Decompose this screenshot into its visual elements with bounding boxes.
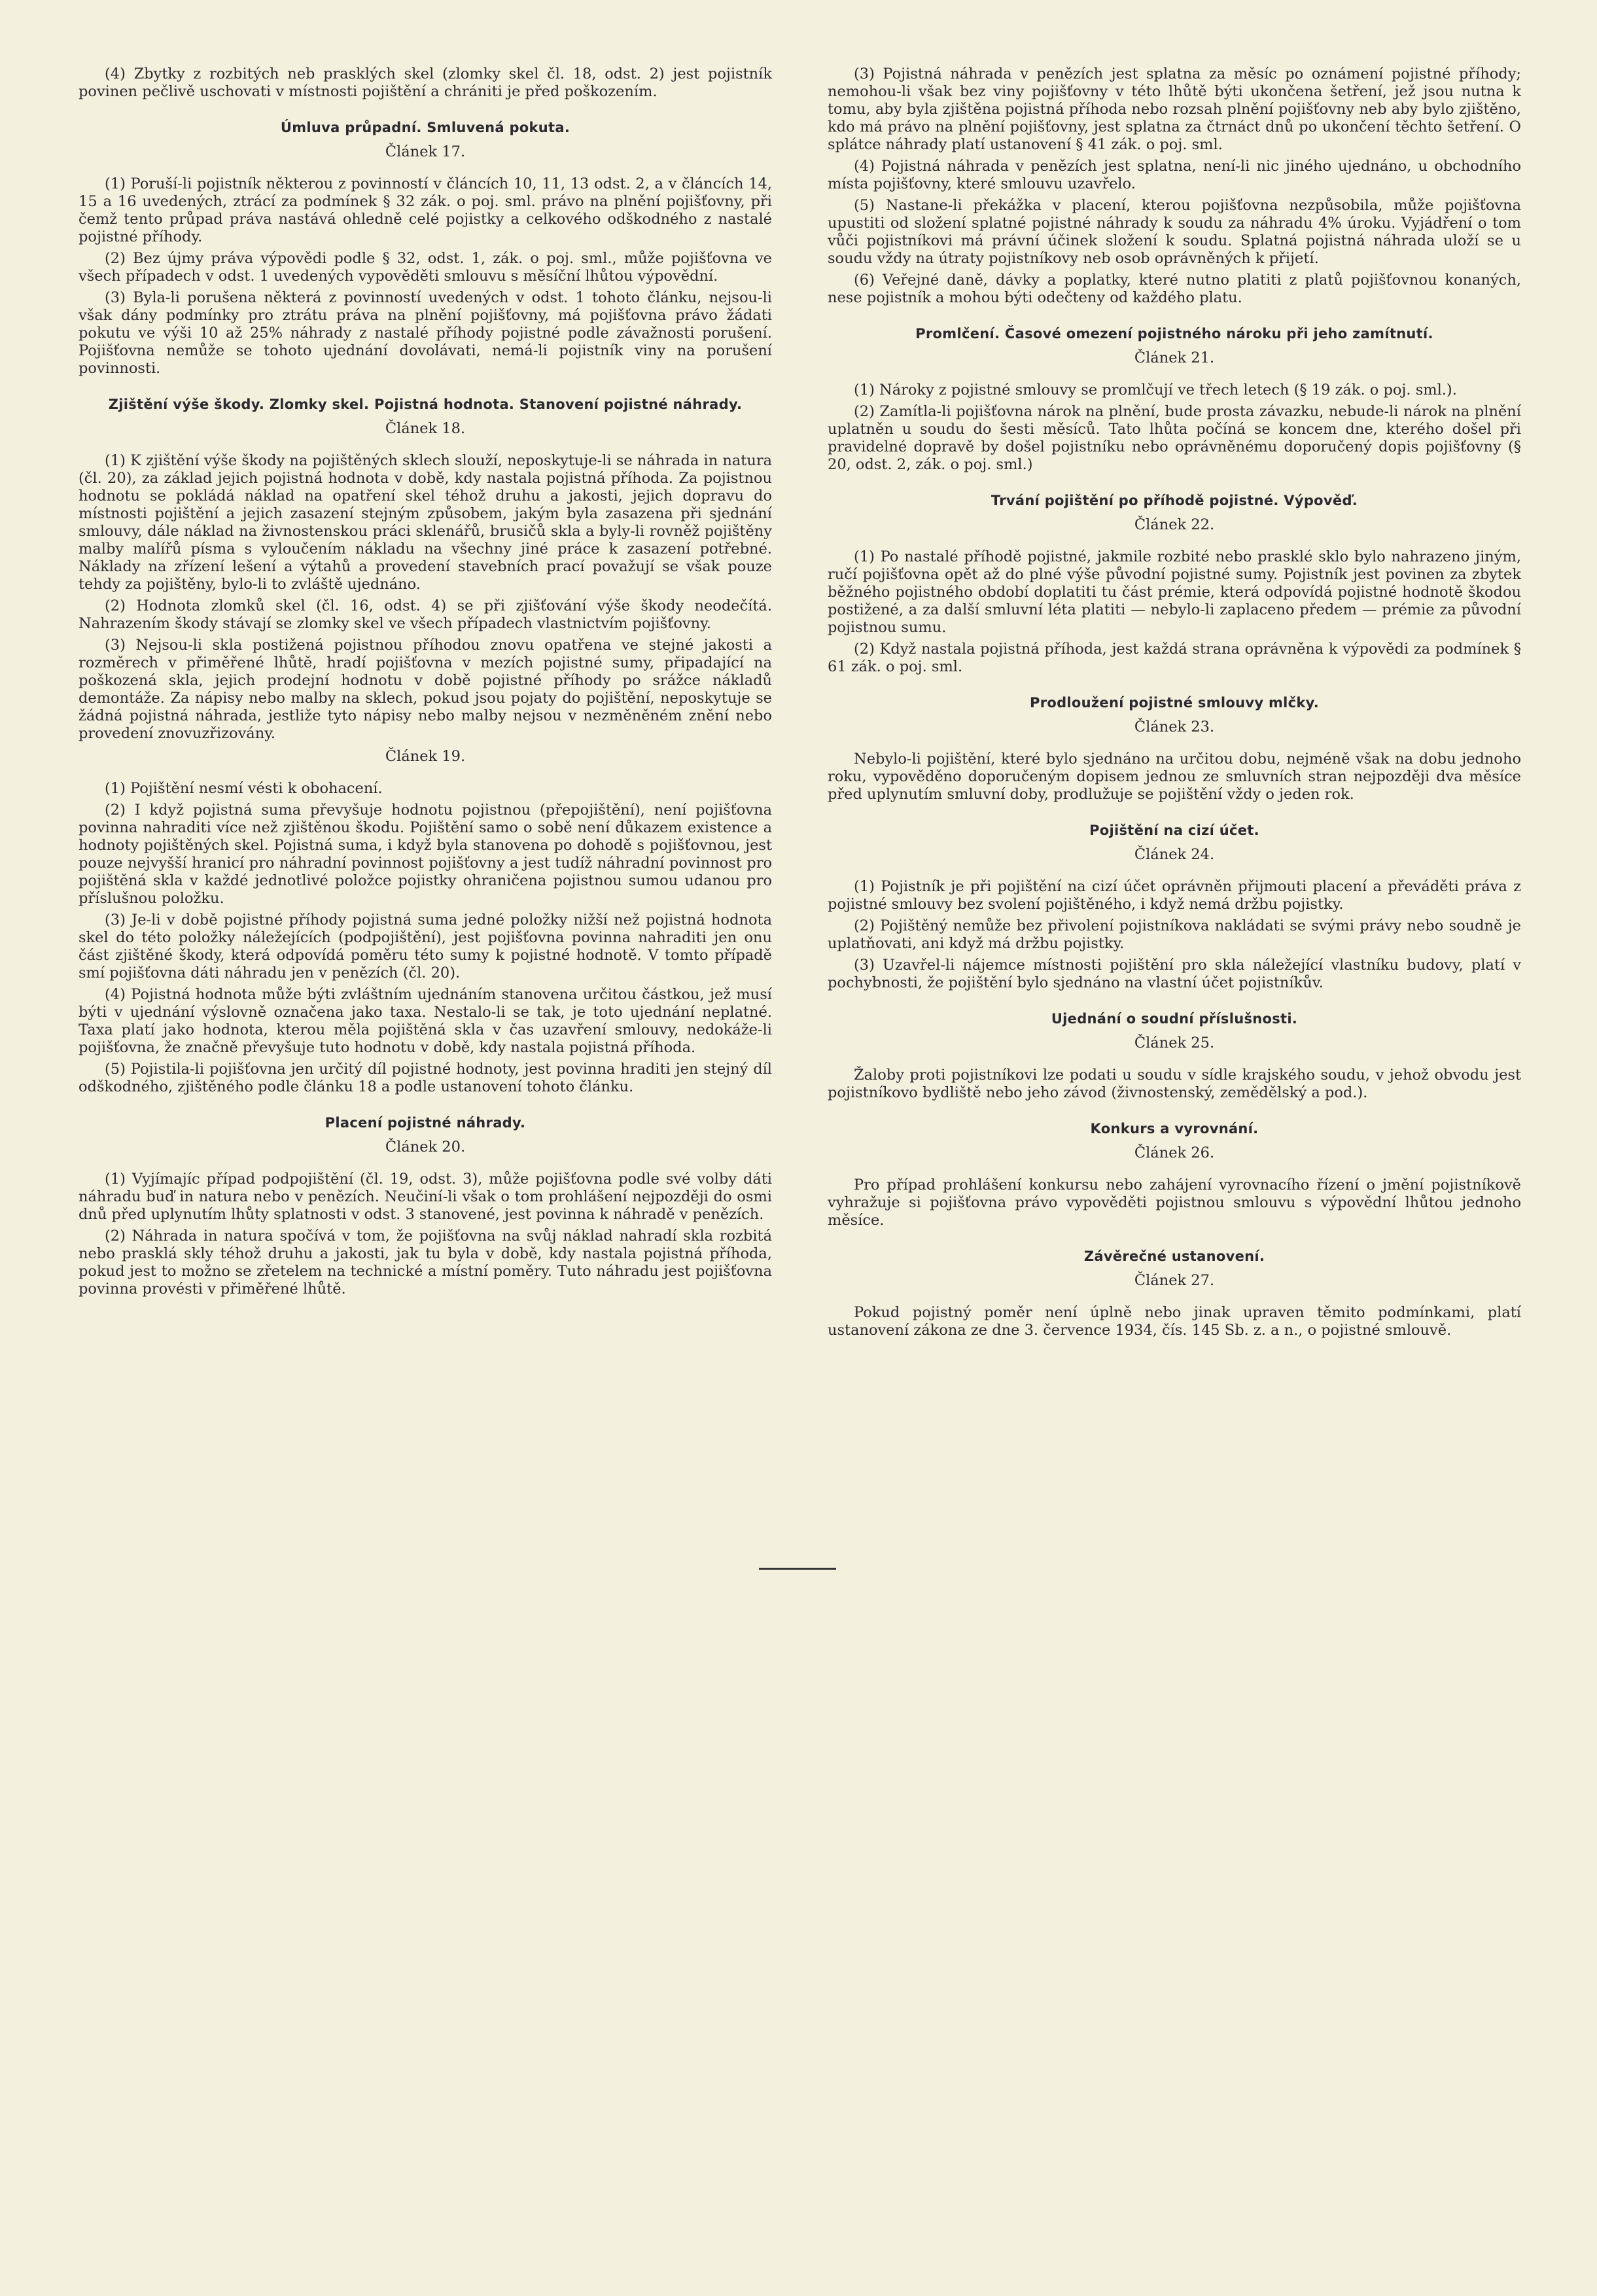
- paragraph: (2) Když nastala pojistná příhoda, jest každá strana oprávněna k výpovědi za podmínek § 61 zák. o poj. sml.: [828, 641, 1521, 675]
- paragraph: (6) Veřejné daně, dávky a poplatky, které nutno platiti z platů pojišťovnou konaných, nese pojistník a mohou býti odečteny od každého platu.: [828, 272, 1521, 306]
- paragraph: Žaloby proti pojistníkovi lze podati u soudu v sídle krajského soudu, v jehož obvodu jest pojistníkovo bydliště nebo jeho závod (živnostenský, zemědělský a pod.).: [828, 1067, 1521, 1101]
- article-number: Článek 27.: [1134, 1272, 1215, 1289]
- left-column: [79, 65, 772, 1298]
- paragraph: (3) Je-li v době pojistné příhody pojistná suma jedné položky nižší než pojistná hodnota skel do této položky náležejících (podpojištění), jest pojišťovna povinna nahraditi jen onu část zjištěné škody, která odpovídá poměru této sumy k pojistné hodnotě. V tomto případě smí pojišťovna dáti náhradu jen v penězích (čl. 20).: [79, 911, 772, 981]
- paragraph: (2) Bez újmy práva výpovědi podle § 32, odst. 1, zák. o poj. sml., může pojišťovna ve všech případech v odst. 1 uvedených vypověděti smlouvu s měsíční lhůtou výpovědní.: [79, 250, 772, 285]
- paragraph: Nebylo-li pojištění, které bylo sjednáno na určitou dobu, nejméně však na dobu jednoho roku, vypověděno doporučeným dopisem jednou ze smluvních stran nejpozději dva měsíce před uplynutím smluvní doby, prodlužuje se pojištění vždy o jeden rok.: [828, 751, 1521, 803]
- right-column: [828, 65, 1521, 1339]
- paragraph: (2) Pojištěný nemůže bez přivolení pojistníkova nakládati se svými právy nebo soudně je uplatňovati, ani když má držbu pojistky.: [828, 917, 1521, 952]
- article-number: Článek 20.: [385, 1139, 466, 1156]
- section-heading: Ujednání o soudní příslušnosti.: [1051, 1011, 1298, 1027]
- section-heading: Placení pojistné náhrady.: [325, 1115, 526, 1131]
- paragraph: (1) Pojištění nesmí vésti k obohacení.: [105, 780, 383, 797]
- article-number: Článek 21.: [1134, 349, 1215, 366]
- paragraph: (2) Zamítla-li pojišťovna nárok na plnění, bude prosta závazku, nebude-li nárok na plnění uplatněn u soudu do šesti měsíců. Tato lhůta počíná se koncem dne, kterého došel při pravidelné dopravě by došel pojistníku nebo oprávněnému doporučený dopis pojišťovny (§ 20, odst. 2, zák. o poj. sml.): [828, 403, 1521, 473]
- paragraph: (4) Zbytky z rozbitých neb prasklých skel (zlomky skel čl. 18, odst. 2) jest pojistník povinen pečlivě uschovati v místnosti pojištění a chrániti je před poškozením.: [79, 65, 772, 100]
- article-number: Článek 18.: [385, 420, 466, 437]
- end-rule: [759, 1568, 836, 1570]
- paragraph: (3) Uzavřel-li nájemce místnosti pojištění pro skla náležející vlastníku budovy, platí v pochybnosti, že pojištění bylo sjednáno na vlastní účet pojistníkův.: [828, 957, 1521, 991]
- paragraph: (4) Pojistná náhrada v penězích jest splatna, není-li nic jiného ujednáno, u obchodního místa pojišťovny, které smlouvu uzavřelo.: [828, 158, 1521, 192]
- paragraph: (3) Byla-li porušena některá z povinností uvedených v odst. 1 tohoto článku, nejsou-li však dány podmínky pro ztrátu práva na plnění pojišťovny, má pojišťovna právo žádati pokutu ve výši 10 až 25% náhrady z nastalé příhody pojistné podle závažnosti porušení. Pojišťovna nemůže se tohoto ujednání dovolávati, nemá-li pojistník viny na porušení povinnosti.: [79, 289, 772, 377]
- article-number: Článek 24.: [1134, 846, 1215, 863]
- paragraph: (1) Vyjímajíc případ podpojištění (čl. 19, odst. 3), může pojišťovna podle své volby dáti náhradu buď in natura nebo v penězích. Neučiní-li však o tom prohlášení nejpozději do osmi dnů před uplynutím lhůty splatnosti v odst. 3 stanovené, jest povinna k náhradě v penězích.: [79, 1171, 772, 1223]
- article-number: Článek 17.: [385, 143, 466, 160]
- paragraph: (4) Pojistná hodnota může býti zvláštním ujednáním stanovena určitou částkou, jež musí býti v ujednání výslovně označena jako taxa. Nestalo-li se tak, je toto ujednání neplatné. Taxa platí jako hodnota, kterou měla pojištěná skla v čas uzavření smlouvy, nedokáže-li pojišťovna, že značně převyšuje tuto hodnotu v době, kdy nastala pojistná příhoda.: [79, 986, 772, 1056]
- section-heading: Prodloužení pojistné smlouvy mlčky.: [1030, 695, 1319, 711]
- section-heading: Trvání pojištění po příhodě pojistné. Výpověď.: [991, 493, 1358, 508]
- paragraph: (1) Poruší-li pojistník některou z povinností v článcích 10, 11, 13 odst. 2, a v článcích 14, 15 a 16 uvedených, ztrácí za podmínek § 32 zák. o poj. sml. právo na plnění pojišťovny, při čemž tento průpad práva nastává ohledně celé pojistky a celkového odškodného z nastalé pojistné příhody.: [79, 175, 772, 245]
- paragraph: (1) Nároky z pojistné smlouvy se promlčují ve třech letech (§ 19 zák. o poj. sml.).: [854, 381, 1457, 398]
- paragraph: Pokud pojistný poměr není úplně nebo jinak upraven těmito podmínkami, platí ustanovení zákona ze dne 3. července 1934, čís. 145 Sb. z. a n., o pojistné smlouvě.: [828, 1304, 1521, 1339]
- paragraph: Pro případ prohlášení konkursu nebo zahájení vyrovnacího řízení o jmění pojistníkově vyhražuje si pojišťovna právo vypověděti pojistnou smlouvu s výpovědní lhůtou jednoho měsíce.: [828, 1176, 1521, 1229]
- article-number: Článek 23.: [1134, 718, 1215, 735]
- article-number: Článek 19.: [385, 748, 466, 765]
- section-heading: Konkurs a vyrovnání.: [1090, 1121, 1259, 1137]
- paragraph: (2) Náhrada in natura spočívá v tom, že pojišťovna na svůj náklad nahradí skla rozbitá nebo prasklá skly téhož druhu a jakosti, jak tu byla v době, kdy nastala pojistná příhoda, pokud jest to možno se zřetelem na technické a místní poměry. Tuto náhradu jest pojišťovna povinna provésti v přiměřené lhůtě.: [79, 1227, 772, 1298]
- paragraph: (1) Pojistník je při pojištění na cizí účet oprávněn přijmouti placení a převáděti práva z pojistné smlouvy bez svolení pojištěného, i když nemá držbu pojistky.: [828, 878, 1521, 913]
- section-heading: Úmluva průpadní. Smluvená pokuta.: [280, 120, 570, 135]
- paragraph: (5) Nastane-li překážka v placení, kterou pojišťovna nezpůsobila, může pojišťovna upustiti od složení splatné pojistné náhrady k soudu za náhradu 4% úroku. Vyjádření o tom vůči pojistníkovi má právní účinek složení k soudu. Splatná pojistná náhrada uloží se u soudu vždy na útraty pojistníkovy neb osob oprávněných k přijetí.: [828, 197, 1521, 267]
- article-number: Článek 22.: [1134, 516, 1215, 533]
- section-heading: Závěrečné ustanovení.: [1083, 1248, 1265, 1264]
- article-number: Článek 25.: [1134, 1034, 1215, 1051]
- paragraph: (2) Hodnota zlomků skel (čl. 16, odst. 4) se při zjišťování výše škody neodečítá. Nahrazením škody stávají se zlomky skel ve všech případech vlastnictvím pojišťovny.: [79, 597, 772, 632]
- section-heading: Promlčení. Časové omezení pojistného nároku při jeho zamítnutí.: [915, 326, 1433, 342]
- paragraph: (1) K zjištění výše škody na pojištěných sklech slouží, neposkytuje-li se náhrada in natura (čl. 20), za základ jejich pojistná hodnota v době, kdy nastala pojistná příhoda. Za pojistnou hodnotu se pokládá náklad na opatření skel téhož druhu a jakosti, jejich dopravu do místnosti pojištění a jejich zasazení stejným způsobem, jakým byla zasazena při sjednání smlouvy, dále náklad na živnostenskou práci sklenářů, brusičů skla a byly-li rovněž pojištěny malby malířů písma s vyloučením nákladu na všechny jiné práce k zasazení potřebné. Náklady na zřízení lešení a výtahů a provedení stavebních prací považují se však pouze tehdy za pojištěny, bylo-li to zvláště ujednáno.: [79, 452, 772, 593]
- paragraph: (2) I když pojistná suma převyšuje hodnotu pojistnou (přepojištění), není pojišťovna povinna nahraditi více než zjištěnou škodu. Pojištění samo o sobě není důkazem existence a hodnoty pojištěných skel. Pojistná suma, i když byla stanovena po dohodě s pojišťovnou, jest pouze nejvyšší hranicí pro náhradní povinnost pojišťovny a jest tudíž náhradní povinnost pro pojištěná skla v každé jednotlivé položce pojistky ohraničena pojistnou sumou udanou pro příslušnou položku.: [79, 802, 772, 907]
- paragraph: (5) Pojistila-li pojišťovna jen určitý díl pojistné hodnoty, jest povinna hraditi jen stejný díl odškodného, zjištěného podle článku 18 a podle ustanovení tohoto článku.: [79, 1061, 772, 1095]
- article-number: Článek 26.: [1134, 1144, 1215, 1161]
- section-heading: Zjištění výše škody. Zlomky skel. Pojistná hodnota. Stanovení pojistné náhrady.: [108, 397, 743, 412]
- section-heading: Pojištění na cizí účet.: [1089, 822, 1259, 838]
- paragraph: (1) Po nastalé příhodě pojistné, jakmile rozbité nebo prasklé sklo bylo nahrazeno jiným, ručí pojišťovna opět až do plné výše původní pojistné sumy. Pojistník jest povinen za zbytek běžného pojistného období doplatiti tu část prémie, která odpovídá pojistné hodnotě škodou postižené, a za další smluvní léta platiti — nebylo-li zaplaceno předem — prémie za původní pojistnou sumu.: [828, 548, 1521, 636]
- paragraph: (3) Pojistná náhrada v penězích jest splatna za měsíc po oznámení pojistné příhody; nemohou-li však bez viny pojišťovny v této lhůtě býti ukončena šetření, jež jsou nutna k tomu, aby byla zjištěna pojistná příhoda nebo rozsah plnění pojišťovny neb aby bylo zjištěno, kdo má právo na plnění pojišťovny, jest splatna za čtrnáct dnů po ukončení těchto šetření. O splátce náhrady platí ustanovení § 41 zák. o poj. sml.: [828, 65, 1521, 153]
- paragraph: (3) Nejsou-li skla postižená pojistnou příhodou znovu opatřena ve stejné jakosti a rozměrech v přiměřené lhůtě, hradí pojišťovna v mezích pojistné sumy, připadající na poškozená skla, jejich prodejní hodnotu v době pojistné příhody po srážce nákladů demontáže. Za nápisy nebo malby na sklech, pokud jsou pojaty do pojištění, neposkytuje se žádná pojistná náhrada, jestliže tyto nápisy nebo malby nejsou v nezměněném znění nebo provedení znovuzřizovány.: [79, 637, 772, 742]
